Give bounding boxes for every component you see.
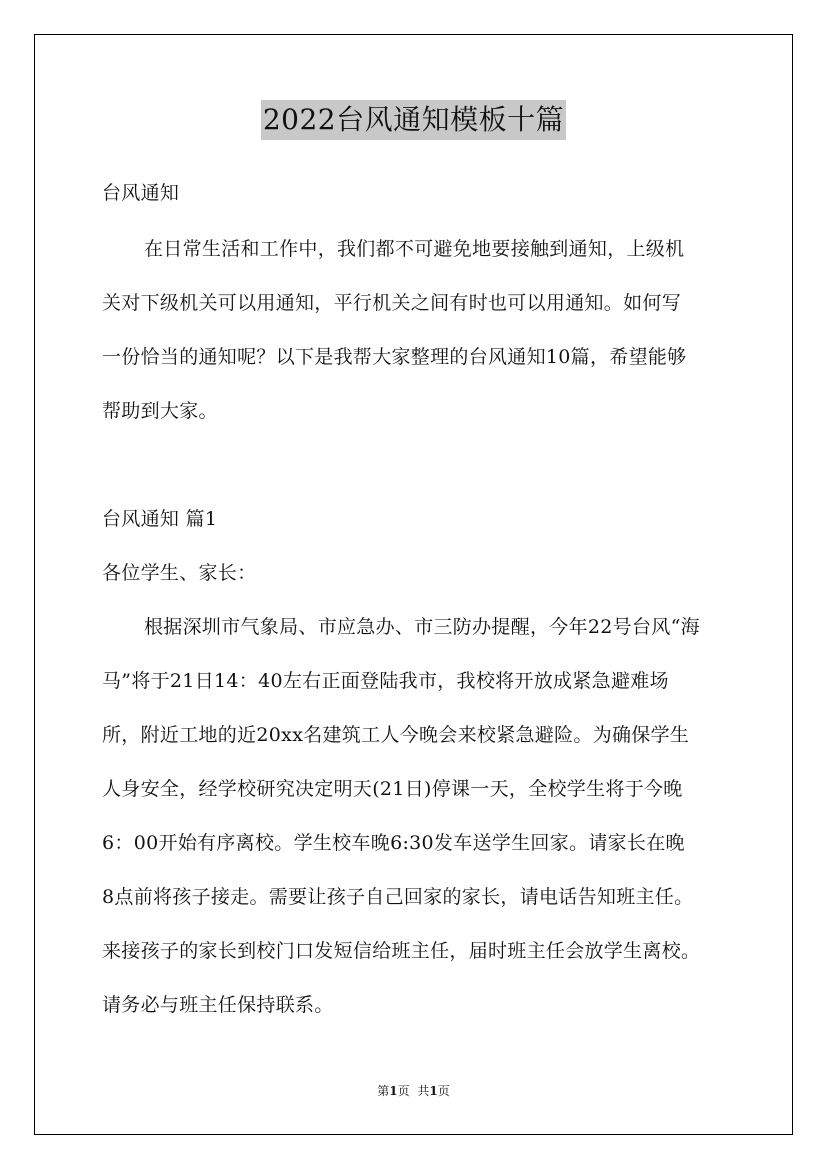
body-line-6: 8点前将孩子接走。需要让孩子自己回家的家长，请电话告知班主任。 [102,886,694,908]
document-title: 2022台风通知模板十篇 [261,100,566,140]
intro-line-3: 一份恰当的通知呢？以下是我帮大家整理的台风通知10篇，希望能够 [102,346,687,368]
total-prefix: 共 [417,1084,430,1098]
intro-line-2: 关对下级机关可以用通知，平行机关之间有时也可以用通知。如何写 [102,292,682,314]
total-pages: 1 [429,1084,438,1098]
intro-line-4: 帮助到大家。 [102,400,218,422]
body-line-4: 人身安全，经学校研究决定明天(21日)停课一天，全校学生将于今晚 [102,778,683,800]
page-number: 1 [389,1084,398,1098]
body-line-1: 根据深圳市气象局、市应急办、市三防办提醒，今年22号台风“海 [144,616,700,638]
intro-line-1: 在日常生活和工作中，我们都不可避免地要接触到通知，上级机 [144,238,685,260]
body-line-5: 6：00开始有序离校。学生校车晚6:30发车送学生回家。请家长在晚 [102,832,685,854]
salutation: 各位学生、家长： [102,562,257,584]
section-label: 台风通知 [102,182,180,204]
body-line-7: 来接孩子的家长到校门口发短信给班主任，届时班主任会放学生离校。 [102,940,701,962]
title-container [0,100,827,140]
page-suffix: 页 [397,1084,410,1098]
total-suffix: 页 [437,1084,450,1098]
page-prefix: 第 [377,1084,390,1098]
body-line-3: 所，附近工地的近20xx名建筑工人今晚会来校紧急避险。为确保学生 [102,724,690,746]
body-line-8: 请务必与班主任保持联系。 [102,994,334,1016]
page-footer [0,1083,827,1099]
body-line-2: 马”将于21日14：40左右正面登陆我市，我校将开放成紧急避难场 [102,670,669,692]
article-heading: 台风通知 篇1 [102,508,218,530]
